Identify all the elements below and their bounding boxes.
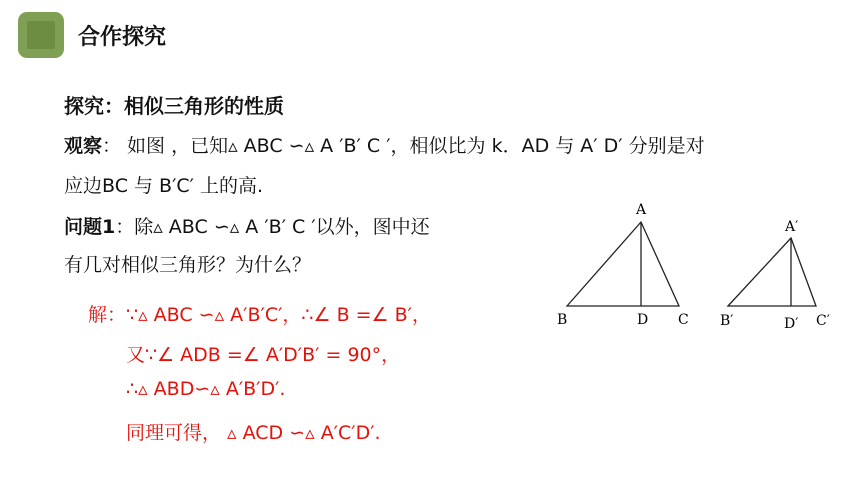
label-d: D	[637, 312, 649, 328]
label-c-prime: C′	[816, 313, 830, 329]
question-text-1: ：除▵ ABC ∽▵ A ′B′ C ′以外，图中还	[115, 216, 430, 238]
observe-line-1	[64, 131, 705, 158]
observe-text-1: ： 如图 ，已知▵ ABC ∽▵ A ′B′ C ′，相似比为 k．AD 与 A′ D′ 分别是对	[102, 135, 705, 157]
triangle-a-prime-b-prime-c-prime	[728, 238, 816, 306]
observe-label: 观察	[64, 135, 103, 157]
triangle-abc	[567, 222, 679, 306]
label-c: C	[678, 312, 689, 328]
solution-line-2: 又∵∠ ADB =∠ A′D′B′ = 90°，	[126, 344, 401, 366]
label-b: B	[557, 312, 568, 328]
section-badge-icon	[18, 12, 64, 58]
label-a-prime: A′	[785, 219, 799, 235]
label-a: A	[636, 202, 647, 218]
solution-line-1: 解：∵▵ ABC ∽▵ A′B′C′，∴∠ B =∠ B′，	[88, 304, 431, 326]
question-line-1	[64, 212, 430, 239]
similar-triangles-figure	[540, 198, 840, 338]
label-d-prime: D′	[784, 316, 799, 332]
solution-line-4: 同理可得， ▵ ACD ∽▵ A′C′D′.	[126, 422, 381, 444]
question-label: 问题1	[64, 216, 116, 238]
observe-line-2: 应边BC 与 B′C′ 上的高.	[64, 175, 264, 197]
section-title: 探究：相似三角形的性质	[64, 94, 284, 118]
solution-line-3: ∴▵ ABD∽▵ A′B′D′.	[126, 378, 286, 400]
question-line-2: 有几对相似三角形？为什么？	[64, 254, 312, 276]
header-title: 合作探究	[78, 25, 167, 50]
label-b-prime: B′	[720, 313, 734, 329]
